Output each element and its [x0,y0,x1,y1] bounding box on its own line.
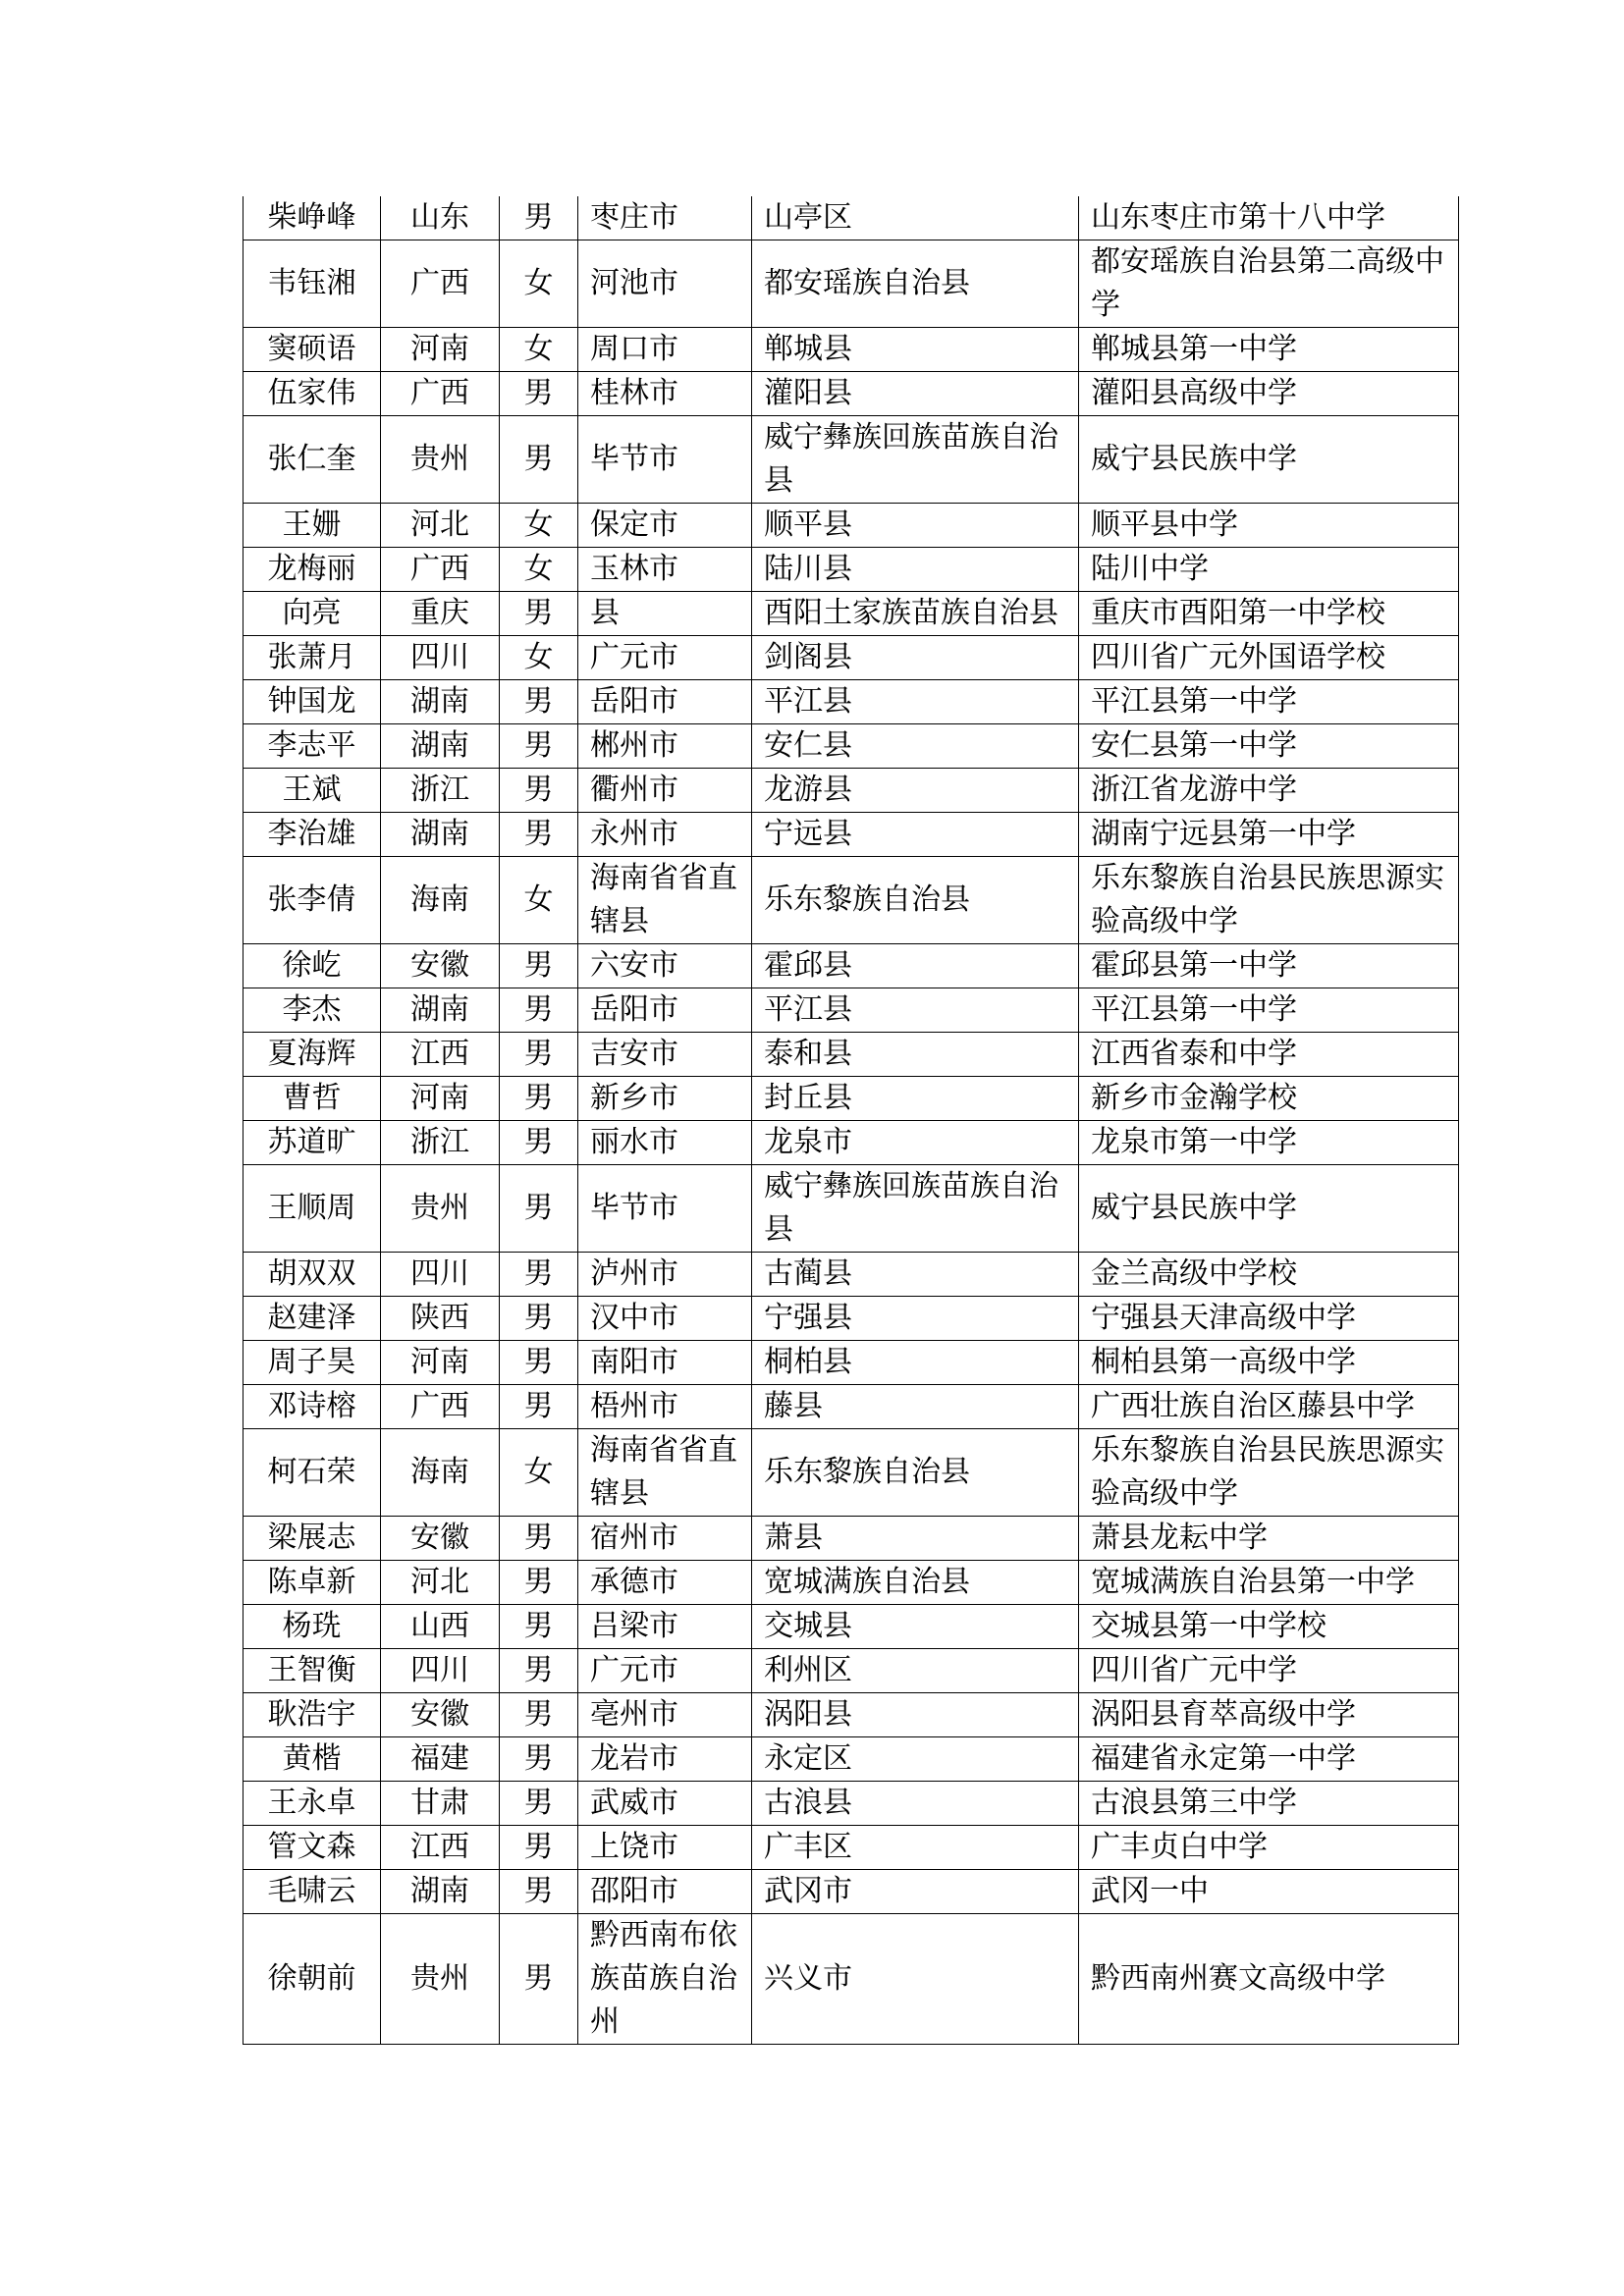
gender-cell: 男 [500,1782,578,1826]
city-cell: 衢州市 [578,769,752,813]
school-cell: 广西壮族自治区藤县中学 [1079,1385,1459,1429]
gender-cell: 男 [500,1033,578,1077]
county-cell: 藤县 [752,1385,1079,1429]
student-name-cell: 王姗 [244,504,381,548]
student-name-cell: 韦钰湘 [244,240,381,328]
city-cell: 宿州市 [578,1517,752,1561]
province-cell: 广西 [381,548,500,592]
table-row [244,1253,1459,1297]
county-cell: 兴义市 [752,1914,1079,2045]
table-row [244,1605,1459,1649]
school-cell: 陆川中学 [1079,548,1459,592]
province-cell: 海南 [381,1429,500,1517]
student-name-cell: 柴峥峰 [244,196,381,240]
table-row [244,548,1459,592]
county-cell: 宁远县 [752,813,1079,857]
school-cell: 乐东黎族自治县民族思源实验高级中学 [1079,1429,1459,1517]
school-cell: 广丰贞白中学 [1079,1826,1459,1870]
table-row [244,944,1459,988]
city-cell: 泸州市 [578,1253,752,1297]
province-cell: 江西 [381,1033,500,1077]
table-row [244,1165,1459,1253]
school-cell: 安仁县第一中学 [1079,724,1459,769]
county-cell: 乐东黎族自治县 [752,857,1079,944]
table-row [244,1297,1459,1341]
city-cell: 县 [578,592,752,636]
school-cell: 郸城县第一中学 [1079,328,1459,372]
gender-cell: 女 [500,636,578,680]
school-cell: 顺平县中学 [1079,504,1459,548]
school-cell: 涡阳县育萃高级中学 [1079,1693,1459,1737]
province-cell: 河南 [381,328,500,372]
gender-cell: 男 [500,1517,578,1561]
school-cell: 乐东黎族自治县民族思源实验高级中学 [1079,857,1459,944]
gender-cell: 女 [500,504,578,548]
table-row [244,1385,1459,1429]
city-cell: 六安市 [578,944,752,988]
student-name-cell: 张李倩 [244,857,381,944]
school-cell: 平江县第一中学 [1079,988,1459,1033]
city-cell: 永州市 [578,813,752,857]
school-cell: 都安瑶族自治县第二高级中学 [1079,240,1459,328]
student-name-cell: 邓诗榕 [244,1385,381,1429]
table-row [244,1914,1459,2045]
student-name-cell: 苏道旷 [244,1121,381,1165]
table-row [244,1870,1459,1914]
school-cell: 威宁县民族中学 [1079,1165,1459,1253]
gender-cell: 男 [500,813,578,857]
gender-cell: 男 [500,1341,578,1385]
student-name-cell: 周子昊 [244,1341,381,1385]
province-cell: 海南 [381,857,500,944]
gender-cell: 男 [500,372,578,416]
school-cell: 湖南宁远县第一中学 [1079,813,1459,857]
city-cell: 枣庄市 [578,196,752,240]
city-cell: 河池市 [578,240,752,328]
table-row [244,1737,1459,1782]
gender-cell: 男 [500,1385,578,1429]
table-row [244,372,1459,416]
gender-cell: 男 [500,1914,578,2045]
county-cell: 桐柏县 [752,1341,1079,1385]
city-cell: 吕梁市 [578,1605,752,1649]
city-cell: 岳阳市 [578,988,752,1033]
county-cell: 陆川县 [752,548,1079,592]
student-name-cell: 赵建泽 [244,1297,381,1341]
school-cell: 古浪县第三中学 [1079,1782,1459,1826]
county-cell: 涡阳县 [752,1693,1079,1737]
student-name-cell: 胡双双 [244,1253,381,1297]
student-name-cell: 柯石荣 [244,1429,381,1517]
school-cell: 宽城满族自治县第一中学 [1079,1561,1459,1605]
student-name-cell: 毛啸云 [244,1870,381,1914]
student-name-cell: 王斌 [244,769,381,813]
school-cell: 平江县第一中学 [1079,680,1459,724]
city-cell: 桂林市 [578,372,752,416]
student-name-cell: 向亮 [244,592,381,636]
table-row [244,769,1459,813]
county-cell: 山亭区 [752,196,1079,240]
gender-cell: 男 [500,1165,578,1253]
student-name-cell: 黄楷 [244,1737,381,1782]
county-cell: 乐东黎族自治县 [752,1429,1079,1517]
gender-cell: 男 [500,1649,578,1693]
gender-cell: 男 [500,988,578,1033]
student-name-cell: 王永卓 [244,1782,381,1826]
student-name-cell: 曹哲 [244,1077,381,1121]
gender-cell: 男 [500,1253,578,1297]
table-row [244,1341,1459,1385]
table-row [244,680,1459,724]
student-name-cell: 张萧月 [244,636,381,680]
table-row [244,592,1459,636]
county-cell: 宁强县 [752,1297,1079,1341]
student-name-cell: 徐朝前 [244,1914,381,2045]
county-cell: 交城县 [752,1605,1079,1649]
county-cell: 古蔺县 [752,1253,1079,1297]
city-cell: 南阳市 [578,1341,752,1385]
student-name-cell: 李治雄 [244,813,381,857]
school-cell: 黔西南州赛文高级中学 [1079,1914,1459,2045]
province-cell: 江西 [381,1826,500,1870]
province-cell: 广西 [381,240,500,328]
gender-cell: 男 [500,196,578,240]
county-cell: 霍邱县 [752,944,1079,988]
table-row [244,1782,1459,1826]
province-cell: 湖南 [381,680,500,724]
city-cell: 吉安市 [578,1033,752,1077]
student-name-cell: 梁展志 [244,1517,381,1561]
province-cell: 河北 [381,1561,500,1605]
table-row [244,240,1459,328]
table-row [244,1693,1459,1737]
table-row [244,988,1459,1033]
gender-cell: 男 [500,416,578,504]
school-cell: 四川省广元中学 [1079,1649,1459,1693]
county-cell: 威宁彝族回族苗族自治县 [752,1165,1079,1253]
table-row [244,1561,1459,1605]
city-cell: 岳阳市 [578,680,752,724]
gender-cell: 男 [500,592,578,636]
table-row [244,1649,1459,1693]
city-cell: 汉中市 [578,1297,752,1341]
province-cell: 湖南 [381,988,500,1033]
city-cell: 新乡市 [578,1077,752,1121]
school-cell: 龙泉市第一中学 [1079,1121,1459,1165]
student-name-cell: 伍家伟 [244,372,381,416]
school-cell: 交城县第一中学校 [1079,1605,1459,1649]
gender-cell: 男 [500,1121,578,1165]
county-cell: 剑阁县 [752,636,1079,680]
province-cell: 贵州 [381,1165,500,1253]
gender-cell: 女 [500,857,578,944]
school-cell: 灌阳县高级中学 [1079,372,1459,416]
gender-cell: 男 [500,1826,578,1870]
province-cell: 湖南 [381,1870,500,1914]
province-cell: 四川 [381,1649,500,1693]
student-name-cell: 耿浩宇 [244,1693,381,1737]
gender-cell: 女 [500,240,578,328]
county-cell: 武冈市 [752,1870,1079,1914]
province-cell: 重庆 [381,592,500,636]
table-row [244,416,1459,504]
province-cell: 广西 [381,372,500,416]
table-row [244,1429,1459,1517]
gender-cell: 男 [500,1561,578,1605]
county-cell: 古浪县 [752,1782,1079,1826]
table-row [244,1077,1459,1121]
province-cell: 广西 [381,1385,500,1429]
gender-cell: 女 [500,1429,578,1517]
county-cell: 泰和县 [752,1033,1079,1077]
student-name-cell: 钟国龙 [244,680,381,724]
student-name-cell: 陈卓新 [244,1561,381,1605]
province-cell: 四川 [381,1253,500,1297]
county-cell: 龙泉市 [752,1121,1079,1165]
table-row [244,724,1459,769]
roster-body [244,196,1459,2045]
table-row [244,1517,1459,1561]
city-cell: 海南省省直辖县 [578,857,752,944]
gender-cell: 男 [500,769,578,813]
province-cell: 河北 [381,504,500,548]
city-cell: 承德市 [578,1561,752,1605]
student-name-cell: 管文森 [244,1826,381,1870]
province-cell: 福建 [381,1737,500,1782]
school-cell: 武冈一中 [1079,1870,1459,1914]
city-cell: 周口市 [578,328,752,372]
table-row [244,857,1459,944]
student-name-cell: 徐屹 [244,944,381,988]
county-cell: 平江县 [752,680,1079,724]
school-cell: 新乡市金瀚学校 [1079,1077,1459,1121]
school-cell: 桐柏县第一高级中学 [1079,1341,1459,1385]
student-name-cell: 王顺周 [244,1165,381,1253]
province-cell: 四川 [381,636,500,680]
city-cell: 丽水市 [578,1121,752,1165]
province-cell: 河南 [381,1341,500,1385]
school-cell: 宁强县天津高级中学 [1079,1297,1459,1341]
city-cell: 毕节市 [578,416,752,504]
county-cell: 顺平县 [752,504,1079,548]
table-row [244,196,1459,240]
gender-cell: 男 [500,944,578,988]
student-name-cell: 李志平 [244,724,381,769]
province-cell: 浙江 [381,769,500,813]
school-cell: 江西省泰和中学 [1079,1033,1459,1077]
county-cell: 平江县 [752,988,1079,1033]
gender-cell: 男 [500,1297,578,1341]
county-cell: 安仁县 [752,724,1079,769]
province-cell: 山西 [381,1605,500,1649]
student-name-cell: 王智衡 [244,1649,381,1693]
county-cell: 永定区 [752,1737,1079,1782]
gender-cell: 男 [500,1077,578,1121]
province-cell: 安徽 [381,944,500,988]
student-roster-table [243,196,1459,2045]
city-cell: 玉林市 [578,548,752,592]
city-cell: 保定市 [578,504,752,548]
gender-cell: 男 [500,1737,578,1782]
school-cell: 霍邱县第一中学 [1079,944,1459,988]
city-cell: 广元市 [578,1649,752,1693]
city-cell: 广元市 [578,636,752,680]
city-cell: 上饶市 [578,1826,752,1870]
gender-cell: 男 [500,1693,578,1737]
province-cell: 贵州 [381,1914,500,2045]
province-cell: 甘肃 [381,1782,500,1826]
table-row [244,813,1459,857]
gender-cell: 男 [500,680,578,724]
school-cell: 四川省广元外国语学校 [1079,636,1459,680]
table-row [244,504,1459,548]
county-cell: 广丰区 [752,1826,1079,1870]
province-cell: 湖南 [381,813,500,857]
student-name-cell: 张仁奎 [244,416,381,504]
city-cell: 亳州市 [578,1693,752,1737]
city-cell: 梧州市 [578,1385,752,1429]
school-cell: 萧县龙耘中学 [1079,1517,1459,1561]
gender-cell: 女 [500,328,578,372]
county-cell: 灌阳县 [752,372,1079,416]
school-cell: 山东枣庄市第十八中学 [1079,196,1459,240]
city-cell: 郴州市 [578,724,752,769]
city-cell: 黔西南布依族苗族自治州 [578,1914,752,2045]
county-cell: 郸城县 [752,328,1079,372]
province-cell: 贵州 [381,416,500,504]
county-cell: 威宁彝族回族苗族自治县 [752,416,1079,504]
province-cell: 陕西 [381,1297,500,1341]
province-cell: 浙江 [381,1121,500,1165]
gender-cell: 男 [500,1605,578,1649]
county-cell: 封丘县 [752,1077,1079,1121]
student-name-cell: 杨珗 [244,1605,381,1649]
province-cell: 湖南 [381,724,500,769]
school-cell: 威宁县民族中学 [1079,416,1459,504]
province-cell: 河南 [381,1077,500,1121]
province-cell: 安徽 [381,1693,500,1737]
table-row [244,1033,1459,1077]
school-cell: 金兰高级中学校 [1079,1253,1459,1297]
city-cell: 武威市 [578,1782,752,1826]
city-cell: 毕节市 [578,1165,752,1253]
table-row [244,1121,1459,1165]
city-cell: 海南省省直辖县 [578,1429,752,1517]
table-row [244,328,1459,372]
student-name-cell: 窦硕语 [244,328,381,372]
county-cell: 龙游县 [752,769,1079,813]
student-name-cell: 夏海辉 [244,1033,381,1077]
county-cell: 都安瑶族自治县 [752,240,1079,328]
student-name-cell: 龙梅丽 [244,548,381,592]
city-cell: 龙岩市 [578,1737,752,1782]
gender-cell: 女 [500,548,578,592]
county-cell: 利州区 [752,1649,1079,1693]
county-cell: 酉阳土家族苗族自治县 [752,592,1079,636]
school-cell: 重庆市酉阳第一中学校 [1079,592,1459,636]
county-cell: 萧县 [752,1517,1079,1561]
province-cell: 山东 [381,196,500,240]
school-cell: 福建省永定第一中学 [1079,1737,1459,1782]
gender-cell: 男 [500,1870,578,1914]
table-row [244,1826,1459,1870]
county-cell: 宽城满族自治县 [752,1561,1079,1605]
table-row [244,636,1459,680]
school-cell: 浙江省龙游中学 [1079,769,1459,813]
province-cell: 安徽 [381,1517,500,1561]
city-cell: 邵阳市 [578,1870,752,1914]
gender-cell: 男 [500,724,578,769]
student-name-cell: 李杰 [244,988,381,1033]
